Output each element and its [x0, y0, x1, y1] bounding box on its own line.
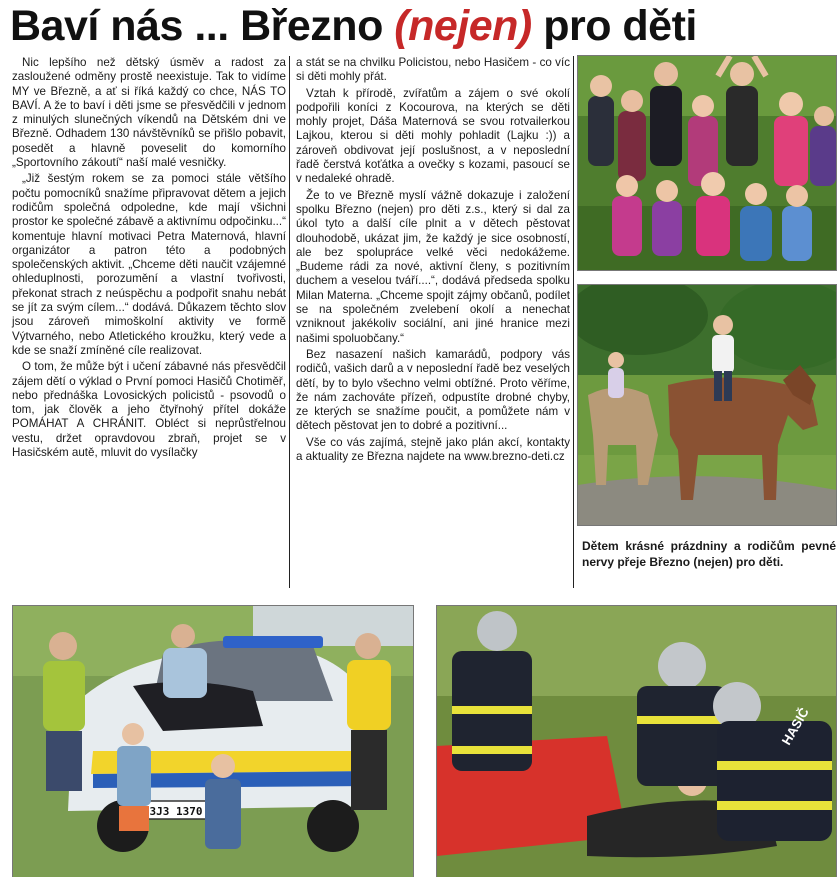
article-column-2: [296, 56, 570, 466]
headline-part-2: (nejen): [394, 2, 532, 50]
paragraph-continuation: a stát se na chvilku Policistou, nebo Hasičem - co víc si děti mohly přát.: [296, 56, 570, 84]
page-bottom-margin: [0, 877, 839, 884]
article-headline: [10, 2, 835, 50]
article-column-1: [12, 56, 286, 462]
column-divider: [289, 56, 290, 588]
paragraph-association: Že to ve Březně myslí vážně dokazuje i založení spolku Březno (nejen) pro děti z.s., který si dal za úkol tyto a další cíle plnit a v dětech pěstovat dlouhodobě, ukázat jim, že každý je sice osobností, ale bez spolupráce velké věci nedokážeme. „Budeme rádi za nové, aktivní členy, s pozitivním duchem a veselou tváří....“, dodává předseda spolku Milan Materna. „Chceme spojit zájmy občanů, podílet se na společném zvelebení okolí a nenechat vzniknout jakékoliv sociální, ani jiné hranice mezi našimi spoluobčany.“: [296, 188, 570, 345]
paragraph-nature: Vztah k přírodě, zvířatům a zájem o své okolí podpořili koníci z Kocourova, na kterých se děti mohly projet, Dáša Maternová se svou rotvailerkou Lajkou, kterou si děti mohly pohladit (Lajku :)) a zároveň obdivovat její poslušnost, a v neposlední řadě čerstvá koťátka a ovečky s kozami, pasoucí se v nedaleké ohradě.: [296, 86, 570, 186]
photo-pony-rides: [577, 284, 837, 526]
photo-firefighters-first-aid: [436, 605, 837, 879]
photo-caption: Dětem krásné prázdniny a rodičům pevné nervy přeje Březno (nejen) pro děti.: [582, 539, 836, 569]
paragraph-contact: Vše co vás zajímá, stejně jako plán akcí, kontakty a aktuality ze Března najdete na www.brezno-deti.cz: [296, 435, 570, 464]
hasic-jacket-label: HASIČ: [778, 704, 812, 748]
paragraph-thanks: Bez nasazení našich kamarádů, podpory vás rodičů, vašich darů a v neposlední řadě bez veselých dětí, by to bylo všechno velmi obtížné. Proto věříme, že nám zachováte přízeň, odpustíte drobné chyby, ze kterých se snažíme poučit, a pomůžete nám v dětech pěstovat jen to dobré a pozitivní...: [296, 347, 570, 433]
paragraph-quote: „Již šestým rokem se za pomoci stále většího počtu pomocníků snažíme připravovat dětem a jejich rodičům společná odpoledne, kde mají všichni prostor ke společné zábavě a aktivnímu odpočinku...“ komentuje hlavní motivaci Petra Maternová, hlavní organizátor a patron této a podobných společenských aktivit. „Chceme děti naučit vzájemné ohleduplnosti, porozumění a vlastní tvořivosti, překonat strach z neúspěchu a podpořit snahu nebát se jít za svým cílem...“ dodává. Důkazem těchto slov jsou zároveň mimoškolní aktivity ve formě Výtvarného, nebo Atletického kroužku, který vede a kde se snaží zmíněné cíle realizovat.: [12, 172, 286, 357]
photo-police-car: [12, 605, 414, 879]
photo-children-group: [577, 55, 837, 271]
license-plate: 3J3 1370: [149, 805, 203, 818]
paragraph-intro: Nic lepšího než dětský úsměv a radost za zasloužené odměny prostě neexistuje. Tak to vidíme MY ve Březně, a ať si říká každý co chce, NÁS TO BAVÍ. A že to baví i děti jsme se přesvědčili v jednom z minulých slunečných víkendů na Dětském dni ve Březně. Odhadem 130 návštěvníků se přišlo pobavit, posedět a hlavně poveselit do komorního „Sportovního zákoutí“ naší malé vesničky.: [12, 56, 286, 170]
column-divider: [573, 56, 574, 588]
headline-part-3: pro děti: [531, 2, 697, 50]
headline-part-1: Baví nás ... Březno: [10, 2, 395, 50]
paragraph-learning: O tom, že může být i učení zábavné nás přesvědčil zájem dětí o výklad o První pomoci Hasičů Chotiměř, nebo přednáška Lovosických policistů - psovodů o tom, jak člověk a jeho čtyřnohý přítel dokáže POMÁHAT A CHRÁNIT. Obléct si neprůstřelnou vestu, držet opravdovou zbraň, projet se v Hasičském autě, mluvit do vysílačky: [12, 360, 286, 460]
